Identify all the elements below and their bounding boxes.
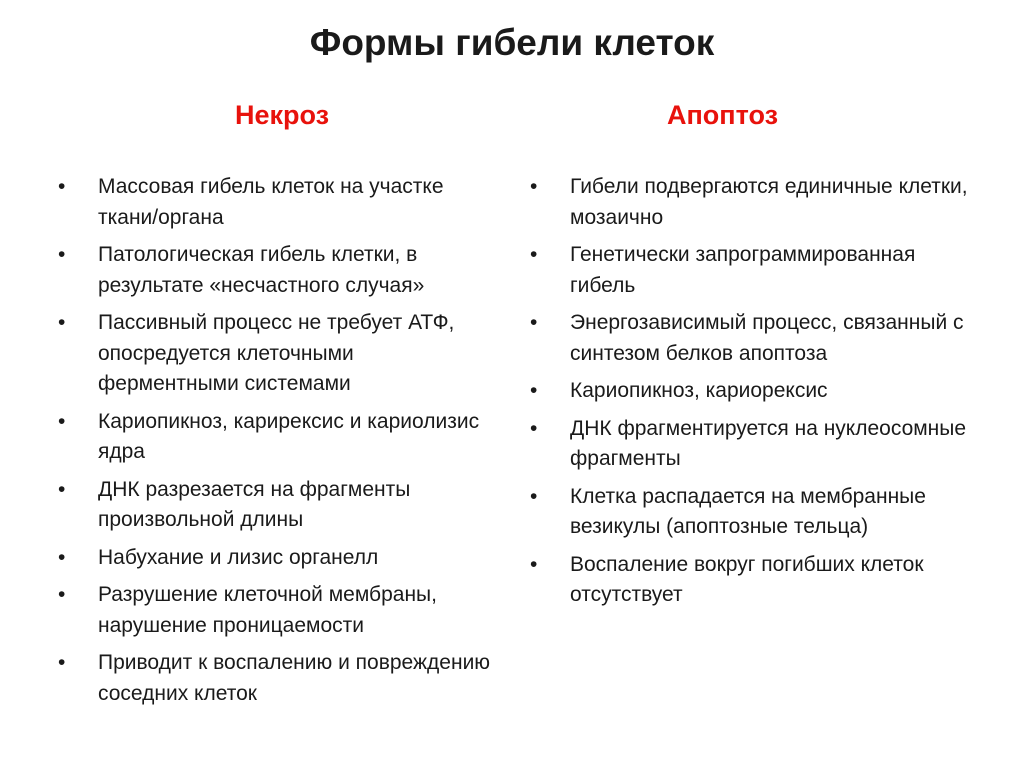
- list-item-text: Набухание и лизис органелл: [98, 545, 379, 569]
- list-item: [58, 407, 498, 468]
- bullet-icon: •: [58, 409, 66, 433]
- bullet-icon: •: [530, 552, 538, 576]
- list-item: [58, 475, 498, 536]
- bullet-icon: •: [58, 583, 66, 606]
- list-item-text: Энергозависимый процесс, связанный с синтезом белков апоптоза: [570, 311, 964, 365]
- list-item-text: Пассивный процесс не требует АТФ, опосредуется клеточными ферментными системами: [98, 311, 455, 395]
- list-item-text: ДНК разрезается на фрагменты произвольной длины: [98, 477, 411, 531]
- apoptosis-list: [530, 172, 970, 618]
- bullet-icon: •: [58, 243, 66, 266]
- list-item-text: Массовая гибель клеток на участке ткани/органа: [98, 175, 444, 229]
- list-item: [530, 414, 970, 475]
- bullet-icon: •: [58, 545, 66, 569]
- list-item: [530, 240, 970, 301]
- list-item: [58, 308, 498, 400]
- list-item: [530, 550, 970, 611]
- list-item-text: Разрушение клеточной мембраны, нарушение проницаемости: [98, 583, 437, 637]
- bullet-icon: •: [530, 311, 538, 334]
- list-item-text: ДНК фрагментируется на нуклеосомные фрагменты: [570, 416, 967, 470]
- apoptosis-heading: Апоптоз: [667, 100, 779, 130]
- slide-title: Формы гибели клеток: [309, 22, 715, 63]
- bullet-icon: •: [530, 484, 538, 508]
- list-item-text: Кариопикноз, кариорексис: [570, 379, 828, 402]
- list-item-text: Приводит к воспалению и повреждению соседних клеток: [98, 651, 491, 705]
- bullet-icon: •: [530, 243, 538, 266]
- list-item: [58, 580, 498, 641]
- bullet-icon: •: [58, 477, 66, 501]
- necrosis-list: [58, 172, 498, 716]
- list-item-text: Воспаление вокруг погибших клеток отсутствует: [570, 552, 924, 606]
- list-item: [58, 648, 498, 709]
- list-item-text: Кариопикноз, карирексис и кариолизис ядра: [98, 409, 480, 463]
- list-item: [58, 543, 498, 574]
- list-item: [530, 308, 970, 369]
- list-item: [530, 172, 970, 233]
- bullet-icon: •: [530, 416, 538, 440]
- list-item: [530, 376, 970, 407]
- list-item-text: Патологическая гибель клетки, в результате «несчастного случая»: [98, 243, 425, 297]
- necrosis-heading: Некроз: [235, 100, 330, 130]
- bullet-icon: •: [58, 311, 66, 334]
- bullet-icon: •: [530, 379, 538, 402]
- list-item-text: Генетически запрограммированная гибель: [570, 243, 916, 297]
- list-item-text: Гибели подвергаются единичные клетки, мозаично: [570, 175, 968, 229]
- list-item: [58, 172, 498, 233]
- bullet-icon: •: [530, 175, 538, 198]
- list-item-text: Клетка распадается на мембранные везикулы (апоптозные тельца): [570, 484, 926, 538]
- list-item: [58, 240, 498, 301]
- bullet-icon: •: [58, 651, 66, 674]
- bullet-icon: •: [58, 175, 66, 198]
- list-item: [530, 482, 970, 543]
